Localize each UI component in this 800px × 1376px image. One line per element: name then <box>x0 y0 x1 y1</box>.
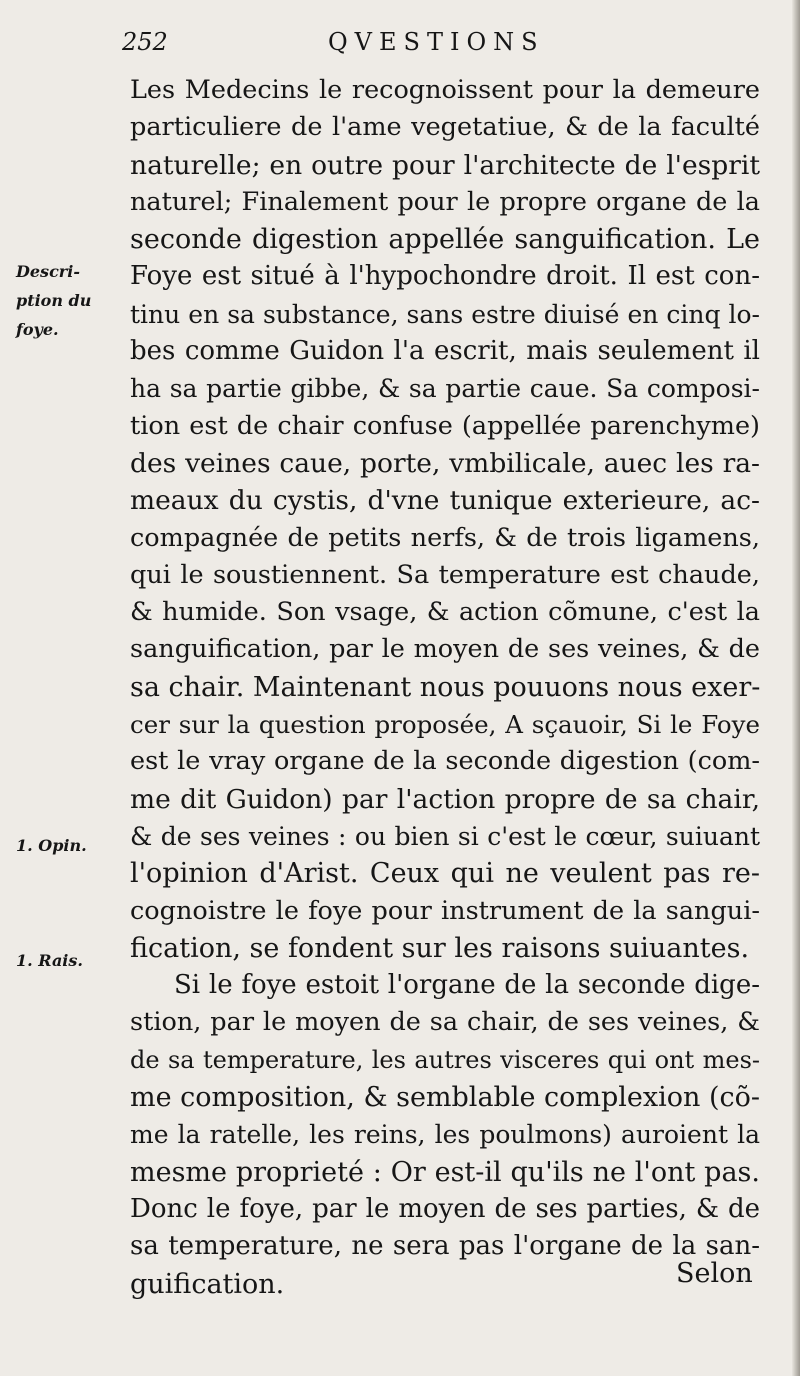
text-line: sanguification, par le moyen de ses veines, & de <box>130 634 760 665</box>
page-number: 252 <box>122 28 168 56</box>
text-line: meaux du cystis, d'vne tunique exterieure, ac- <box>130 485 760 517</box>
text-line: me dit Guidon) par l'action propre de sa chair, <box>130 783 760 815</box>
text-line: compagnée de petits nerfs, & de trois ligamens, <box>130 522 760 553</box>
text-line: l'opinion d'Arist. Ceux qui ne veulent pas re- <box>130 858 760 890</box>
text-line: & humide. Son vsage, & action cõmune, c'est la <box>130 597 760 628</box>
text-line: stion, par le moyen de sa chair, de ses veines, & <box>130 1007 760 1038</box>
text-line: de sa temperature, les autres visceres qui ont mes- <box>130 1045 760 1074</box>
text-line: guification. <box>130 1268 285 1300</box>
text-line: bes comme Guidon l'a escrit, mais seulement il <box>130 336 760 367</box>
catchword: Selon <box>676 1258 753 1289</box>
text-line: tinu en sa substance, sans estre diuisé en cinq lo- <box>130 299 760 329</box>
margin-note-description-line-1: Descri- <box>16 262 80 281</box>
text-line: tion est de chair confuse (appellée parenchyme) <box>130 410 760 441</box>
text-line: Donc le foye, par le moyen de ses parties, & de <box>130 1193 760 1224</box>
text-line: Foye est situé à l'hypochondre droit. Il est con- <box>130 261 760 292</box>
page-header <box>122 28 582 64</box>
text-line: Les Medecins le recognoissent pour la demeure <box>130 75 760 105</box>
main-text-block <box>130 72 760 1303</box>
text-line: cer sur la question proposée, A sçauoir, Si le Foye <box>130 710 760 740</box>
margin-note-opinion: 1. Opin. <box>16 836 87 855</box>
text-line: ha sa partie gibbe, & sa partie caue. Sa composi- <box>130 374 760 404</box>
text-line: fication, se fondent sur les raisons suiuantes. <box>130 932 750 964</box>
text-line: mesme proprieté : Or est-il qu'ils ne l'ont pas. <box>130 1156 760 1188</box>
text-line: est le vray organe de la seconde digestion (com- <box>130 746 760 777</box>
margin-note-description-line-3: foye. <box>16 320 59 339</box>
text-line: des veines caue, porte, vmbilicale, auec les ra- <box>130 447 760 479</box>
text-line: seconde digestion appellée sanguification. Le <box>130 224 760 256</box>
text-line: Si le foye estoit l'organe de la seconde dige- <box>174 970 760 1001</box>
text-line: qui le soustiennent. Sa temperature est chaude, <box>130 559 760 590</box>
text-line: sa temperature, ne sera pas l'organe de la san- <box>130 1231 760 1262</box>
running-head: QVESTIONS <box>328 28 545 56</box>
text-line: sa chair. Maintenant nous pouuons nous exer- <box>130 671 761 703</box>
text-line: naturelle; en outre pour l'architecte de l'esprit <box>130 149 760 181</box>
margin-note-raison: 1. Rais. <box>16 951 83 970</box>
text-line: & de ses veines : ou bien si c'est le cœur, suiuant <box>130 821 760 851</box>
text-line: cognoistre le foye pour instrument de la sangui- <box>130 895 760 926</box>
margin-note-description-line-2: ption du <box>16 291 92 310</box>
text-line: me la ratelle, les reins, les poulmons) auroient la <box>130 1120 760 1150</box>
text-line: me composition, & semblable complexion (cõ- <box>130 1082 761 1114</box>
text-line: naturel; Finalement pour le propre organe de la <box>130 186 760 217</box>
text-line: particuliere de l'ame vegetatiue, & de la faculté <box>130 112 760 143</box>
page-edge-shadow <box>792 0 800 1376</box>
